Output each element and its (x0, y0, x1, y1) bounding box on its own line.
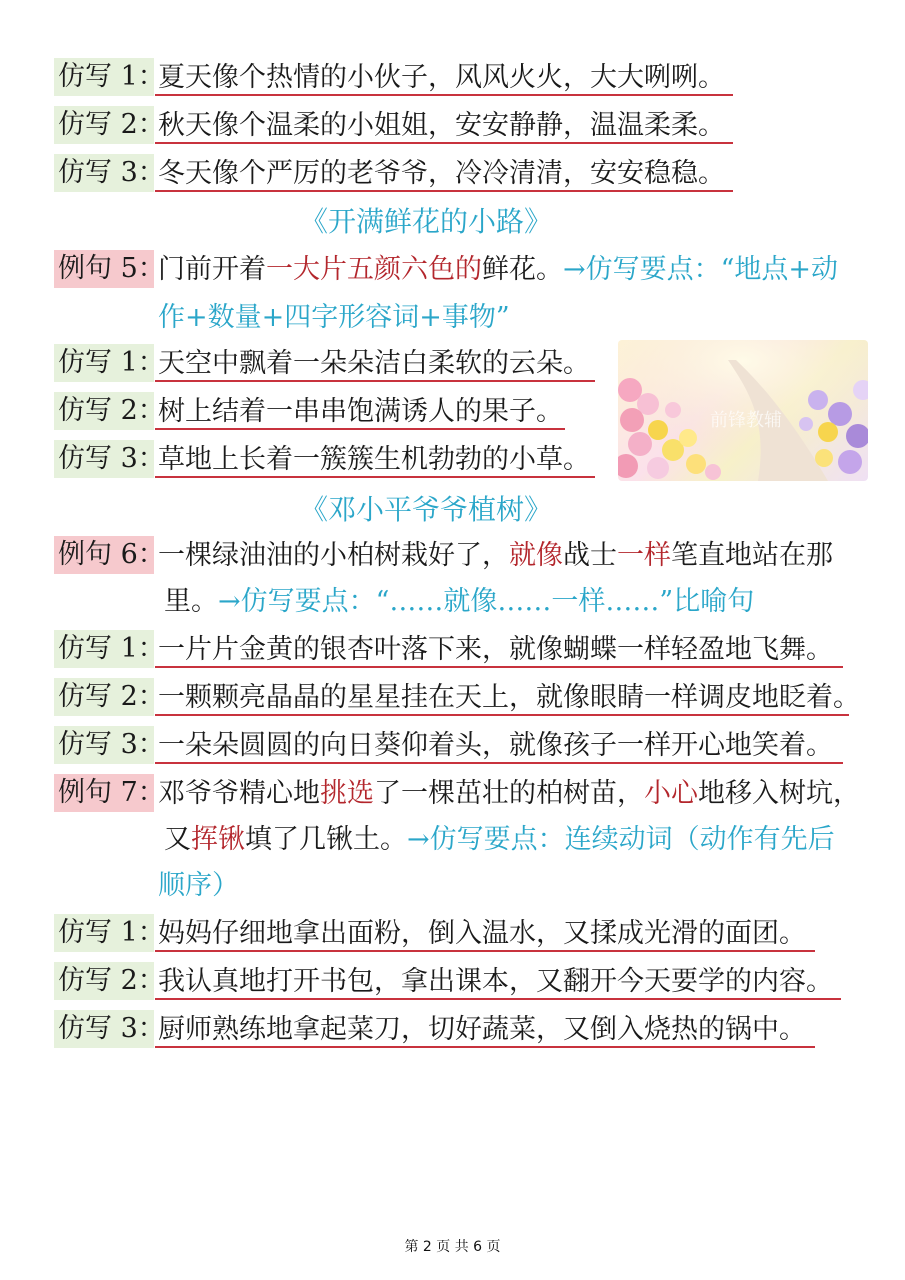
practice-text: 天空中飘着一朵朵洁白柔软的云朵。 (158, 348, 590, 379)
practice-text: 一颗颗亮晶晶的星星挂在天上，就像眼睛一样调皮地眨着。 (158, 682, 860, 713)
highlight-fragment: 就像 (509, 540, 563, 571)
writing-tip: 顺序） (158, 870, 239, 901)
practice-label: 仿写 1： (54, 630, 154, 668)
example-fragment: 鲜花。 (482, 254, 563, 285)
example-label: 例句 7： (54, 774, 154, 812)
underline (155, 666, 843, 668)
watermark: 前锋教辅 (710, 410, 782, 431)
practice-label: 仿写 2： (54, 392, 154, 430)
example-text (164, 820, 835, 860)
practice-text: 一朵朵圆圆的向日葵仰着头，就像孩子一样开心地笑着。 (158, 730, 833, 761)
practice-text: 草地上长着一簇簇生机勃勃的小草。 (158, 444, 590, 475)
underline (155, 190, 733, 192)
example-fragment: 地移入树坑， (698, 778, 860, 809)
practice-label: 仿写 3： (54, 726, 154, 764)
lesson-title: 《邓小平爷爷植树》 (300, 493, 553, 526)
practice-text: 一片片金黄的银杏叶落下来，就像蝴蝶一样轻盈地飞舞。 (158, 634, 833, 665)
example-fragment: 又 (164, 824, 191, 855)
underline (155, 428, 565, 430)
example-label: 例句 6： (54, 536, 154, 574)
practice-label: 仿写 2： (54, 962, 154, 1000)
writing-tip: →仿写要点：“……就像……一样……”比喻句 (218, 586, 755, 617)
practice-label: 仿写 2： (54, 678, 154, 716)
practice-text: 我认真地打开书包，拿出课本，又翻开今天要学的内容。 (158, 966, 833, 997)
underline (155, 714, 849, 716)
practice-text: 厨师熟练地拿起菜刀，切好蔬菜，又倒入烧热的锅中。 (158, 1014, 806, 1045)
example-fragment: 里。 (164, 586, 218, 617)
underline (155, 476, 595, 478)
lesson-title: 《开满鲜花的小路》 (300, 205, 553, 238)
underline (155, 1046, 815, 1048)
example-text (158, 774, 860, 814)
practice-label: 仿写 3： (54, 1010, 154, 1048)
example-text (158, 250, 838, 290)
highlight-fragment: 一样 (617, 540, 671, 571)
underline (155, 94, 733, 96)
underline (155, 998, 841, 1000)
example-label: 例句 5： (54, 250, 154, 288)
highlight-fragment: 一大片五颜六色的 (266, 254, 482, 285)
practice-text: 树上结着一串串饱满诱人的果子。 (158, 396, 563, 427)
example-fragment: 门前开着 (158, 254, 266, 285)
example-text (158, 536, 833, 576)
flower-path-image (618, 340, 868, 481)
example-fragment: 战士 (563, 540, 617, 571)
practice-text: 夏天像个热情的小伙子，风风火火，大大咧咧。 (158, 62, 725, 93)
highlight-fragment: 挑选 (320, 778, 374, 809)
flower-path-illustration (618, 340, 868, 481)
practice-label: 仿写 1： (54, 344, 154, 382)
writing-tip: 作+数量+四字形容词+事物” (158, 302, 510, 333)
underline (155, 762, 843, 764)
writing-tip: →仿写要点：“地点+动 (563, 254, 839, 285)
practice-text: 冬天像个严厉的老爷爷，冷冷清清，安安稳稳。 (158, 158, 725, 189)
practice-label: 仿写 2： (54, 106, 154, 144)
example-fragment: 笔直地站在那 (671, 540, 833, 571)
example-fragment: 了一棵茁壮的柏树苗， (374, 778, 644, 809)
practice-label: 仿写 1： (54, 914, 154, 952)
practice-text: 秋天像个温柔的小姐姐，安安静静，温温柔柔。 (158, 110, 725, 141)
example-fragment: 一棵绿油油的小柏树栽好了， (158, 540, 509, 571)
practice-label: 仿写 3： (54, 154, 154, 192)
highlight-fragment: 小心 (644, 778, 698, 809)
underline (155, 142, 733, 144)
highlight-fragment: 挥锹 (191, 824, 245, 855)
practice-text: 妈妈仔细地拿出面粉，倒入温水，又揉成光滑的面团。 (158, 918, 806, 949)
underline (155, 950, 815, 952)
underline (155, 380, 595, 382)
example-fragment: 邓爷爷精心地 (158, 778, 320, 809)
example-text (164, 582, 754, 622)
example-fragment: 填了几锹土。 (245, 824, 407, 855)
practice-label: 仿写 3： (54, 440, 154, 478)
writing-tip: →仿写要点：连续动词（动作有先后 (407, 824, 835, 855)
page-number: 第 2 页 共 6 页 (404, 1239, 501, 1255)
practice-label: 仿写 1： (54, 58, 154, 96)
